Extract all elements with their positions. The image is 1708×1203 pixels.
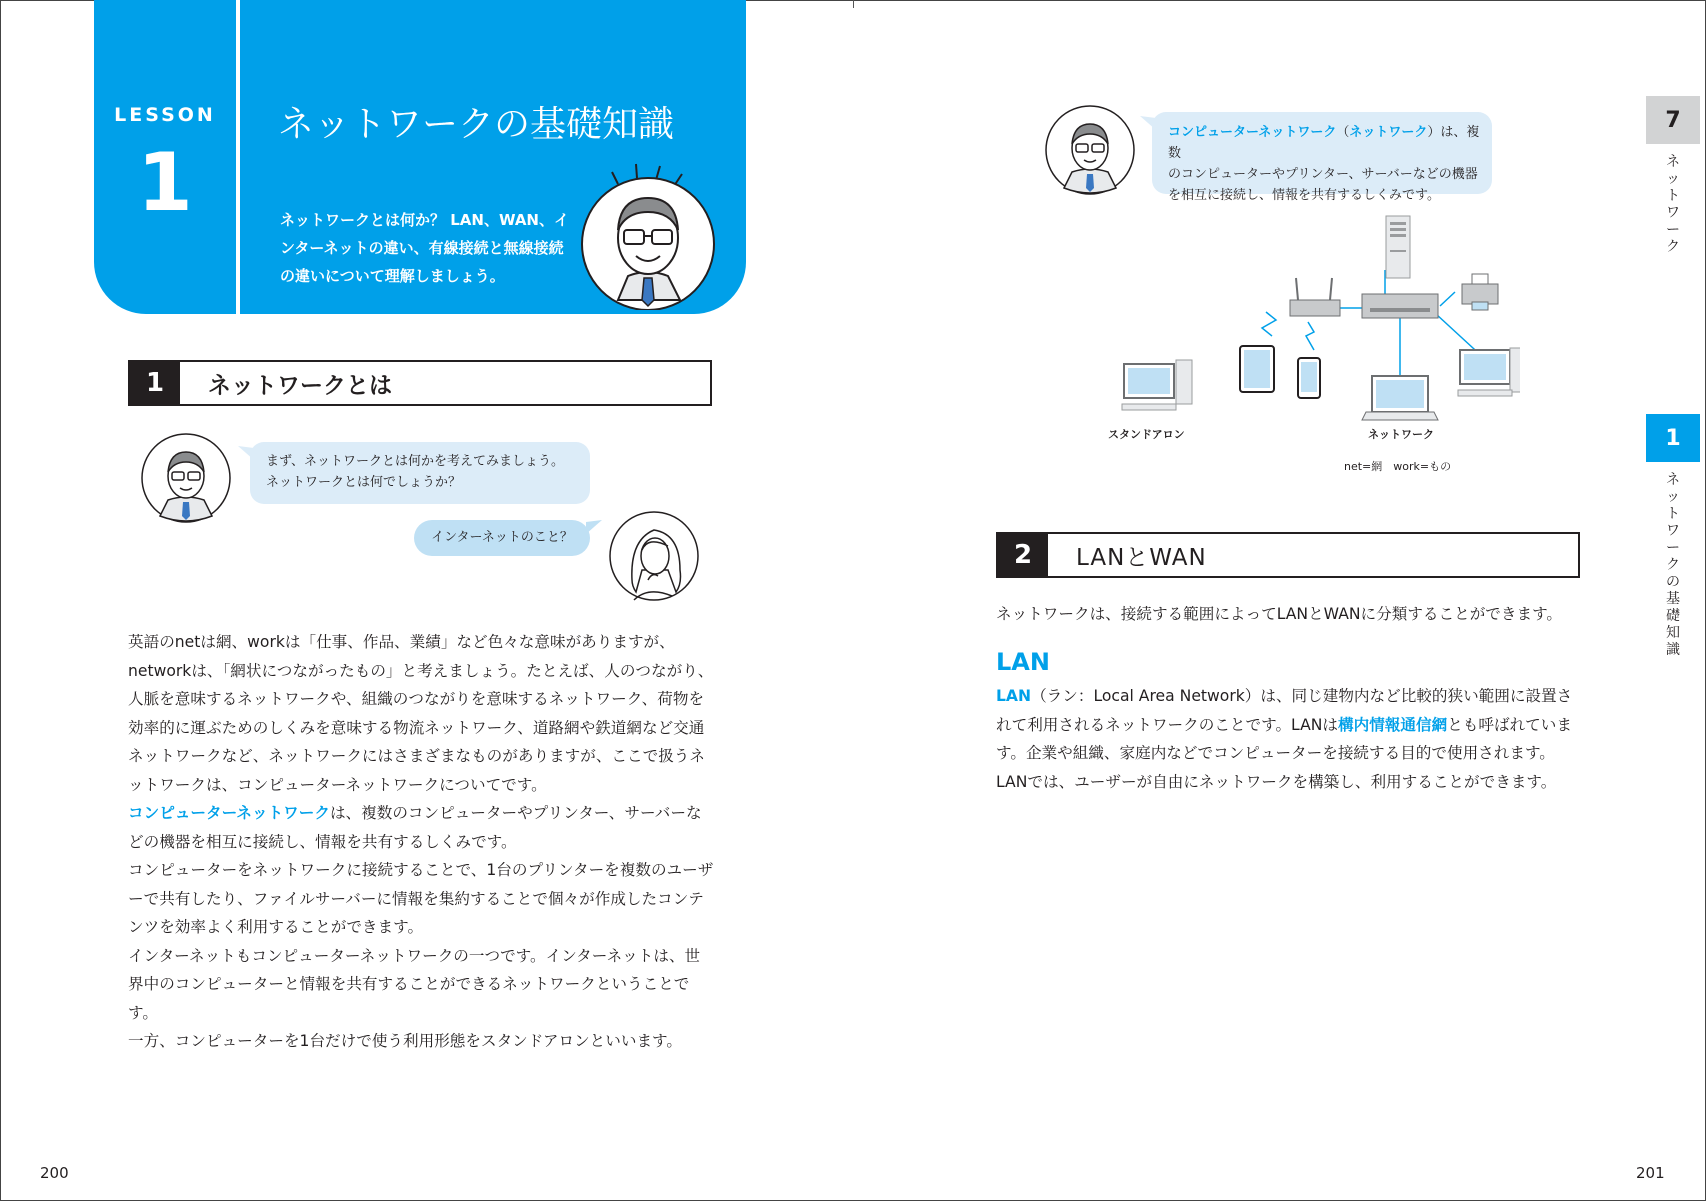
lan-heading: LAN [996, 648, 1050, 676]
section-1-title: ネットワークとは [208, 372, 392, 399]
chapter-title-text: ネットワーク [1666, 154, 1680, 255]
lesson-label: LESSON [114, 104, 216, 126]
lan-body [996, 682, 1582, 796]
teacher-speech-line-2: ネットワークとは何でしょうか？ [266, 475, 462, 490]
bubble-rest-1: ）は、複数 [1168, 125, 1480, 161]
lesson-header [94, 0, 746, 314]
student-avatar-icon [608, 510, 700, 602]
page-number-right: 201 [1636, 1164, 1665, 1182]
section-1-heading [128, 360, 712, 406]
section-2-intro: ネットワークは、接続する範囲によってLANとWANに分類することができます。 [996, 605, 1563, 623]
gutter-mark [853, 0, 854, 8]
wireless-signal-icon-2 [1306, 322, 1314, 350]
smartphone-icon [1298, 358, 1320, 398]
highlight-computer-network: コンピューターネットワーク [128, 804, 330, 822]
student-speech-bubble: インターネットのこと？ [414, 520, 590, 556]
lesson-tab: 1 [1646, 414, 1700, 462]
section-1-number: 1 [130, 362, 180, 404]
body-paragraph-2-rest: は、複数のコンピューターやプリンター、サーバーなどの機器を相互に接続し、情報を共有するしくみです。 [128, 804, 702, 851]
diagram-bubble-line-2: のコンピューターやプリンター、サーバーなどの機器 [1168, 167, 1478, 182]
teacher-speech-bubble [250, 442, 590, 504]
label-network: ネットワーク [1368, 428, 1434, 441]
switching-hub-icon [1362, 294, 1438, 318]
laptop-icon [1362, 376, 1438, 420]
body-paragraph-5: 一方、コンピューターを1台だけで使う利用形態をスタンドアロンといいます。 [128, 1032, 682, 1050]
diagram-bubble-line-3: を相互に接続し、情報を共有するしくみです。 [1168, 188, 1440, 203]
bubble-paren: （ [1336, 125, 1350, 140]
bubble-highlight-2: ネットワーク [1349, 125, 1428, 140]
body-paragraph-2 [128, 799, 714, 856]
teacher-avatar-icon [140, 432, 232, 524]
section-2-title: LANとWAN [1076, 544, 1207, 571]
lesson-description: ネットワークとは何か？ LAN、WAN、インターネットの違い、有線接続と無線接続の違いについて理解しましょう。 [280, 211, 569, 285]
page-number-left: 200 [40, 1164, 69, 1182]
body-paragraph-3: コンピューターをネットワークに接続することで、1台のプリンターを複数のユーザーで共有したり、ファイルサーバーに情報を集約することで個々が作成したコンテンツを効率よく利用することができます。 [128, 861, 714, 936]
body-paragraph-4: インターネットもコンピューターネットワークの一つです。インターネットは、世界中のコンピューターと情報を共有することができるネットワークということです。 [128, 946, 701, 1022]
teacher-speech-line-1: まず、ネットワークとは何かを考えてみましょう。 [266, 454, 564, 469]
label-standalone: スタンドアロン [1108, 428, 1185, 441]
diagram-speech-bubble [1152, 112, 1492, 203]
bubble-highlight-1: コンピューターネットワーク [1168, 125, 1337, 140]
body-paragraph-1: 英語のnetは網、workは「仕事、作品、業績」など色々な意味がありますが、networkは、「網状につながったもの」と考えましょう。たとえば、人のつながり、人脈を意味するネットワークや、組織のつながりを意味するネットワーク、荷物を効率的に運ぶためのしくみを意味する物流ネットワーク、道路網や鉄道網など交通ネットワークなど、ネットワークにはさまざまなものがありますが、ここで扱うネットワークは、コンピューターネットワークについてです。 [128, 633, 714, 794]
lan-body-part-1: （ラン：Local Area Network）は、同じ建物内など比較的狭い範囲に設置されて利用されるネットワークのことです。LANは [996, 687, 1573, 734]
lesson-divider [236, 0, 240, 314]
section-1-body [128, 628, 714, 1056]
highlight-lan-japanese: 構内情報通信網 [1338, 715, 1448, 734]
diagram-bubble-line-1 [1168, 122, 1492, 164]
highlight-lan: LAN [996, 687, 1032, 705]
wireless-router-icon [1290, 278, 1340, 316]
lesson-title-vertical [1663, 472, 1683, 659]
printer-icon [1462, 274, 1498, 310]
teacher-large-icon [574, 150, 724, 310]
bubble-tail-left [238, 446, 254, 460]
standalone-computer-icon [1122, 360, 1192, 410]
teacher-avatar-right-icon [1044, 104, 1136, 196]
chapter-tab: 7 [1646, 96, 1700, 144]
server-icon [1386, 216, 1410, 278]
section-2-heading [996, 532, 1580, 578]
diagram-caption: net=網 work=もの [1344, 460, 1452, 473]
lesson-number: 1 [137, 136, 193, 229]
section-2-number: 2 [998, 534, 1048, 576]
lesson-title: ネットワークの基礎知識 [278, 104, 675, 145]
bubble-tail-right [586, 520, 602, 534]
lesson-title-text: ネットワークの基礎知識 [1666, 472, 1680, 658]
network-diagram [1100, 210, 1520, 430]
wireless-signal-icon [1262, 312, 1276, 336]
chapter-title-vertical [1663, 154, 1683, 256]
tablet-icon [1240, 346, 1274, 392]
desktop-computer-icon [1458, 348, 1520, 396]
lan-body-part-2: とも呼ばれています。企業や組織、家庭内などでコンピューターを接続する目的で使用されます。LANでは、ユーザーが自由にネットワークを構築し、利用することができます。 [996, 715, 1572, 791]
